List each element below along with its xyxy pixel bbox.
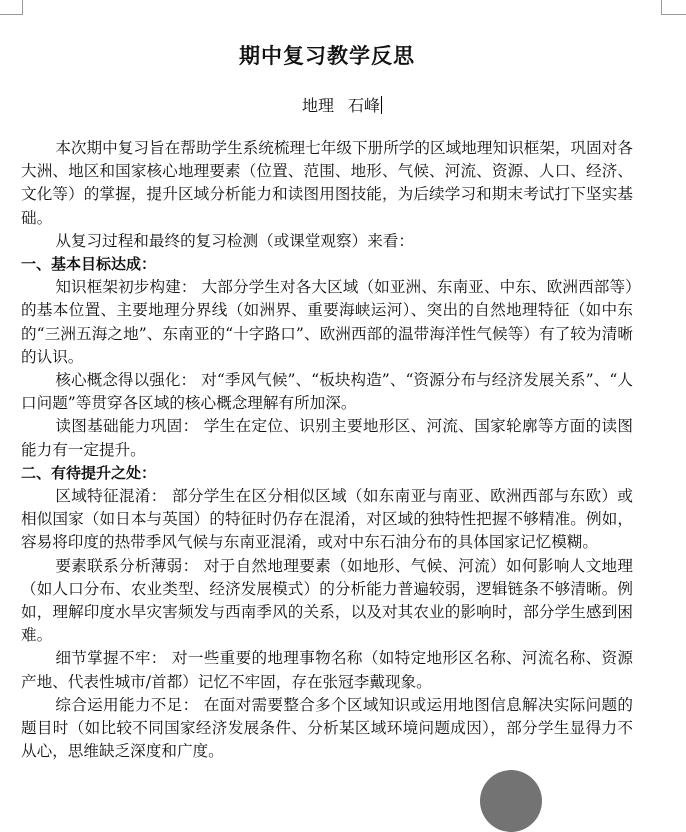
achieved-item-concepts (21, 369, 633, 415)
improve-item-analysis (21, 555, 633, 648)
item-text: 学生在定位、识别主要地形区、河流、国家轮廓等方面的读图能力有一定提升。 (21, 417, 633, 459)
page-corner-mark-left (0, 0, 23, 15)
improve-item-confusion (21, 485, 633, 555)
item-lead: 细节掌握不牢： (55, 649, 167, 668)
document-body[interactable] (21, 137, 633, 763)
item-text: 对一些重要的地理事物名称（如特定地形区名称、河流名称、资源产地、代表性城市/首都）记忆不牢固，存在张冠李戴现象。 (21, 649, 633, 691)
author-line[interactable] (51, 94, 633, 118)
item-text: 在面对需要整合多个区域知识或运用地图信息解决实际问题的题目时（如比较不同国家经济发展条件、分析某区域环境问题成因），部分学生显得力不从心，思维缺乏深度和广度。 (21, 695, 633, 761)
item-text: 对于自然地理要素（如地形、气候、河流）如何影响人文地理（如人口分布、农业类型、经济发展模式）的分析能力普遍较弱，逻辑链条不够清晰。例如，理解印度水旱灾害频发与西南季风的关系，以及对其农业的影响时，部分学生感到困难。 (21, 556, 633, 645)
section-heading-achieved: 一、基本目标达成： (21, 255, 157, 274)
author-name: 石峰 (348, 96, 381, 115)
floating-action-button[interactable] (480, 770, 542, 832)
item-text: 部分学生在区分相似区域（如东南亚与南亚、欧洲西部与东欧）或相似国家（如日本与英国）的特征时仍存在混淆，对区域的独特性把握不够精准。例如，容易将印度的热带季风气候与东南亚混淆，或对中东石油分布的具体国家记忆模糊。 (21, 487, 633, 552)
author-subject: 地理 (301, 96, 334, 115)
achieved-item-map-reading (21, 415, 633, 461)
document-page (21, 40, 633, 763)
item-text: 大部分学生对各大区域（如亚洲、东南亚、中东、欧洲西部等）的基本位置、主要地理分界线（如洲界、重要海峡运河）、突出的自然地理特征（如中东的“三洲五海之地”、东南亚的“十字路口”、欧洲西部的温带海洋性气候等）有了较为清晰的认识。 (21, 278, 633, 366)
item-lead: 区域特征混淆： (55, 487, 167, 506)
item-lead: 读图基础能力巩固： (55, 417, 199, 436)
observation-paragraph: 从复习过程和最终的复习检测（或课堂观察）来看： (55, 231, 414, 250)
text-cursor (381, 96, 382, 114)
item-lead: 要素联系分析薄弱： (55, 556, 199, 575)
item-lead: 知识框架初步构建： (55, 278, 197, 297)
improve-item-details (21, 647, 633, 693)
item-text: 对“季风气候”、“板块构造”、“资源分布与经济发展关系”、“人口问题”等贯穿各区域的核心概念理解有所加深。 (21, 371, 633, 413)
improve-item-application (21, 694, 633, 764)
item-lead: 核心概念得以强化： (55, 371, 197, 390)
item-lead: 综合运用能力不足： (55, 695, 199, 714)
page-corner-mark-right (661, 0, 686, 15)
achieved-item-framework (21, 276, 633, 369)
document-title: 期中复习教学反思 (239, 44, 415, 68)
intro-paragraph: 本次期中复习旨在帮助学生系统梳理七年级下册所学的区域地理知识框架，巩固对各大洲、地区和国家核心地理要素（位置、范围、地形、气候、河流、资源、人口、经济、文化等）的掌握，提升区域分析能力和读图用图技能，为后续学习和期末考试打下坚实基础。 (21, 139, 633, 227)
section-heading-improve: 二、有待提升之处： (21, 463, 157, 482)
